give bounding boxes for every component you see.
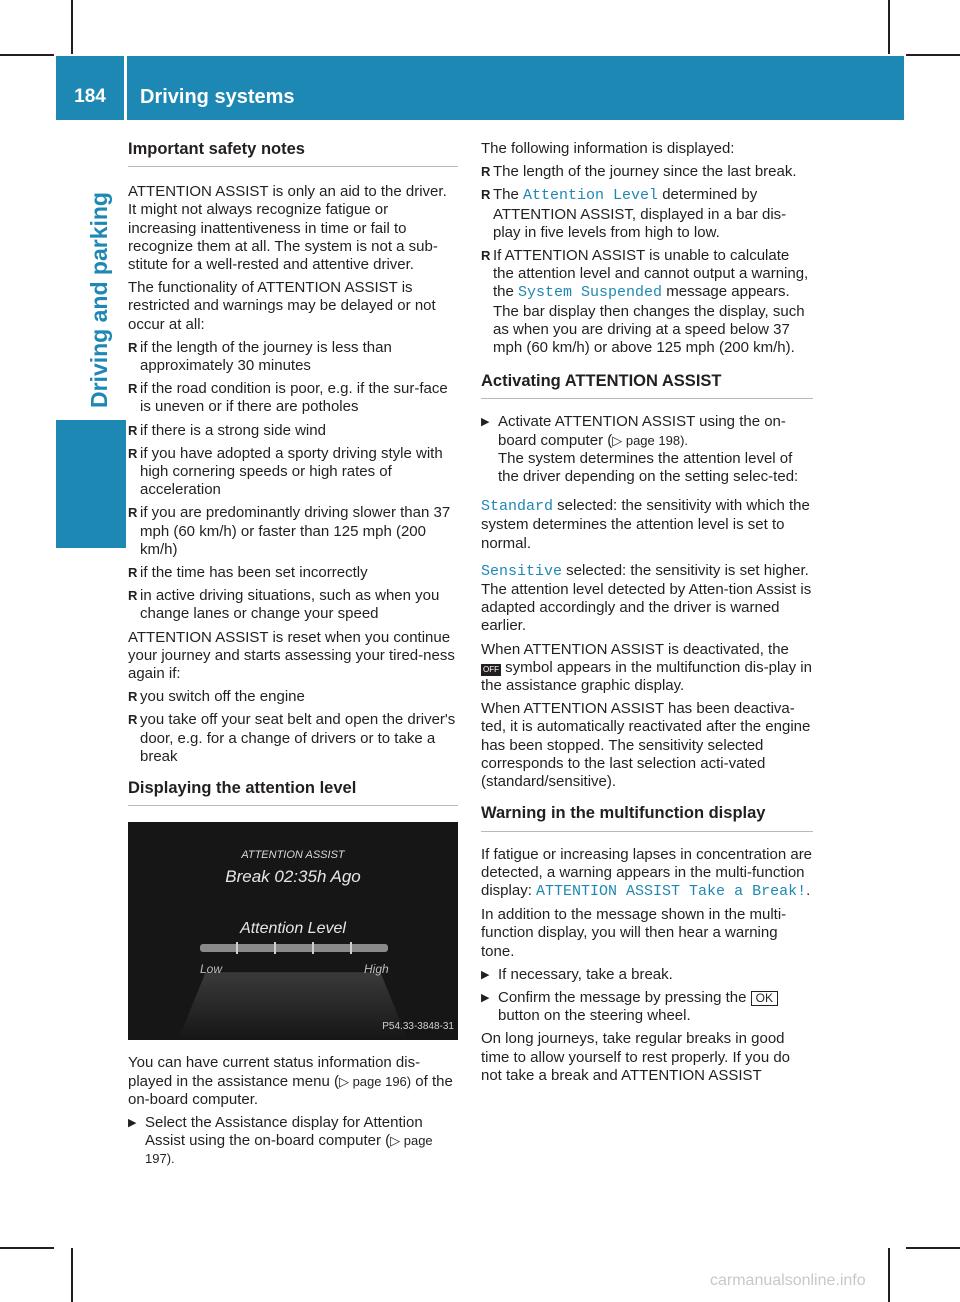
display-message: Sensitive: [481, 562, 563, 580]
paragraph: Sensitive selected: the sensitivity is set higher. The attention level detected by Atten-tion Assist is adapted accordingly and the driver is warned earlier.: [481, 561, 812, 635]
page-reference[interactable]: ▷ page 196): [338, 1073, 412, 1089]
display-high-label: High: [364, 962, 389, 977]
paragraph: Standard selected: the sensitivity with which the system determines the attention level is set to normal.: [481, 497, 810, 552]
display-low-label: Low: [200, 962, 223, 977]
paragraph: When ATTENTION ASSIST is deactivated, the OFF symbol appears in the multifunction dis-play in the assistance graphic display.: [481, 640, 812, 695]
list-item: R if the length of the journey is less than approximately 30 minutes: [128, 339, 458, 375]
paragraph: The functionality of ATTENTION ASSIST is restricted and warnings may be delayed or not occur at all:: [128, 279, 436, 333]
crop-mark: [0, 54, 54, 56]
list-item: R if you are predominantly driving slower than 37 mph (60 km/h) or faster than 125 mph (200 km/h): [128, 504, 458, 559]
page-reference[interactable]: ▷ page 198).: [612, 432, 689, 448]
paragraph: ATTENTION ASSIST is reset when you continue your journey and starts assessing your tired-ness again if:: [128, 628, 455, 683]
figure-code: P54.33-3848-31: [382, 1021, 454, 1033]
display-title: ATTENTION ASSIST: [241, 849, 345, 862]
display-message: Standard: [481, 498, 554, 516]
list-item: R if the road condition is poor, e.g. if the sur-face is uneven or if there are potholes: [128, 380, 458, 416]
chapter-title: Driving systems: [140, 86, 295, 108]
crop-mark: [888, 0, 890, 54]
watermark: carmanualsonline.info: [710, 1272, 866, 1289]
attention-level-bar: [200, 944, 388, 952]
list-item: R if there is a strong side wind: [128, 422, 458, 440]
list-item: R in active driving situations, such as when you change lanes or change your speed: [128, 587, 458, 623]
crop-mark: [0, 1247, 54, 1249]
crop-mark: [906, 54, 960, 56]
display-message: System Suspended: [518, 284, 663, 302]
paragraph: The following information is displayed:: [481, 140, 735, 157]
crop-mark: [888, 1248, 890, 1302]
page-reference[interactable]: ▷ page 197).: [145, 1133, 433, 1167]
left-column: [128, 140, 458, 1174]
side-tab-block: [56, 420, 126, 548]
paragraph: ATTENTION ASSIST is only an aid to the driver. It might not always recognize fatigue or increasing inattentiveness in time or fail to recognize them at all. The system is not a sub-stitute for a well-rested and attentive driver.: [128, 183, 447, 274]
paragraph: In addition to the message shown in the multi-function display, you will then hear a warning tone.: [481, 906, 787, 960]
list-item: R The length of the journey since the last break.: [481, 163, 813, 181]
header-separator: [124, 56, 127, 120]
instrument-display-photo: [128, 822, 458, 1040]
heading-warning-multifunction-display: Warning in the multifunction display: [481, 804, 813, 831]
paragraph: You can have current status information dis-played in the assistance menu (▷ page 196) of the on-board computer.: [128, 1054, 453, 1108]
ok-button-icon: OK: [751, 991, 778, 1006]
list-item: R if you have adopted a sporty driving style with high cornering speeds or high rates of acceleration: [128, 445, 458, 500]
list-item: R The Attention Level determined by ATTENTION ASSIST, displayed in a bar dis-play in five levels from high to low.: [481, 186, 813, 242]
display-glow: [178, 972, 408, 1040]
attention-assist-off-icon: OFF: [483, 664, 499, 674]
right-column: [481, 140, 813, 1090]
side-tab-label: Driving and parking: [86, 192, 112, 408]
instruction-step: ▶ Activate ATTENTION ASSIST using the on-board computer (▷ page 198). The system determines the attention level of the driver depending on the setting selec-ted:: [481, 413, 813, 486]
heading-displaying-attention-level: Displaying the attention level: [128, 779, 458, 806]
page-number: 184: [74, 86, 106, 107]
crop-mark: [906, 1247, 960, 1249]
list-item: R If ATTENTION ASSIST is unable to calculate the attention level and cannot output a warning, the System Suspended message appears. The bar display then changes the display, such as when you are driving at a speed below 37 mph (60 km/h) or above 125 mph (200 km/h).: [481, 247, 813, 357]
heading-activating-attention-assist: Activating ATTENTION ASSIST: [481, 372, 813, 399]
heading-important-safety-notes: Important safety notes: [128, 140, 458, 167]
display-attention-level: Attention Level: [240, 920, 346, 938]
crop-mark: [71, 0, 73, 54]
crop-mark: [71, 1248, 73, 1302]
bullet-list: [128, 339, 458, 624]
bullet-list: [128, 688, 458, 766]
list-item: R you switch off the engine: [128, 688, 458, 706]
display-break-time: Break 02:35h Ago: [225, 867, 361, 887]
instruction-step: ▶ If necessary, take a break.: [481, 966, 813, 984]
bullet-list: [481, 163, 813, 357]
paragraph: If fatigue or increasing lapses in concentration are detected, a warning appears in the multi-function display: ATTENTION ASSIST Take a Break!.: [481, 845, 813, 900]
paragraph: On long journeys, take regular breaks in good time to allow yourself to rest properly. If you do not take a break and ATTENTION ASSIST: [481, 1030, 791, 1084]
instruction-step: ▶ Select the Assistance display for Attention Assist using the on-board computer (▷ page 197).: [128, 1114, 458, 1169]
instruction-step: ▶ Confirm the message by pressing the OK button on the steering wheel.: [481, 989, 813, 1025]
list-item: R you take off your seat belt and open the driver's door, e.g. for a change of drivers or to take a break: [128, 711, 458, 766]
paragraph: When ATTENTION ASSIST has been deactiva-ted, it is automatically reactivated after the engine has been stopped. The sensitivity selected corresponds to the last selection acti-vated (standard/sensitive).: [481, 700, 811, 791]
display-message: ATTENTION ASSIST Take a Break!: [536, 882, 807, 900]
list-item: R if the time has been set incorrectly: [128, 564, 458, 582]
display-message: Attention Level: [523, 187, 659, 205]
